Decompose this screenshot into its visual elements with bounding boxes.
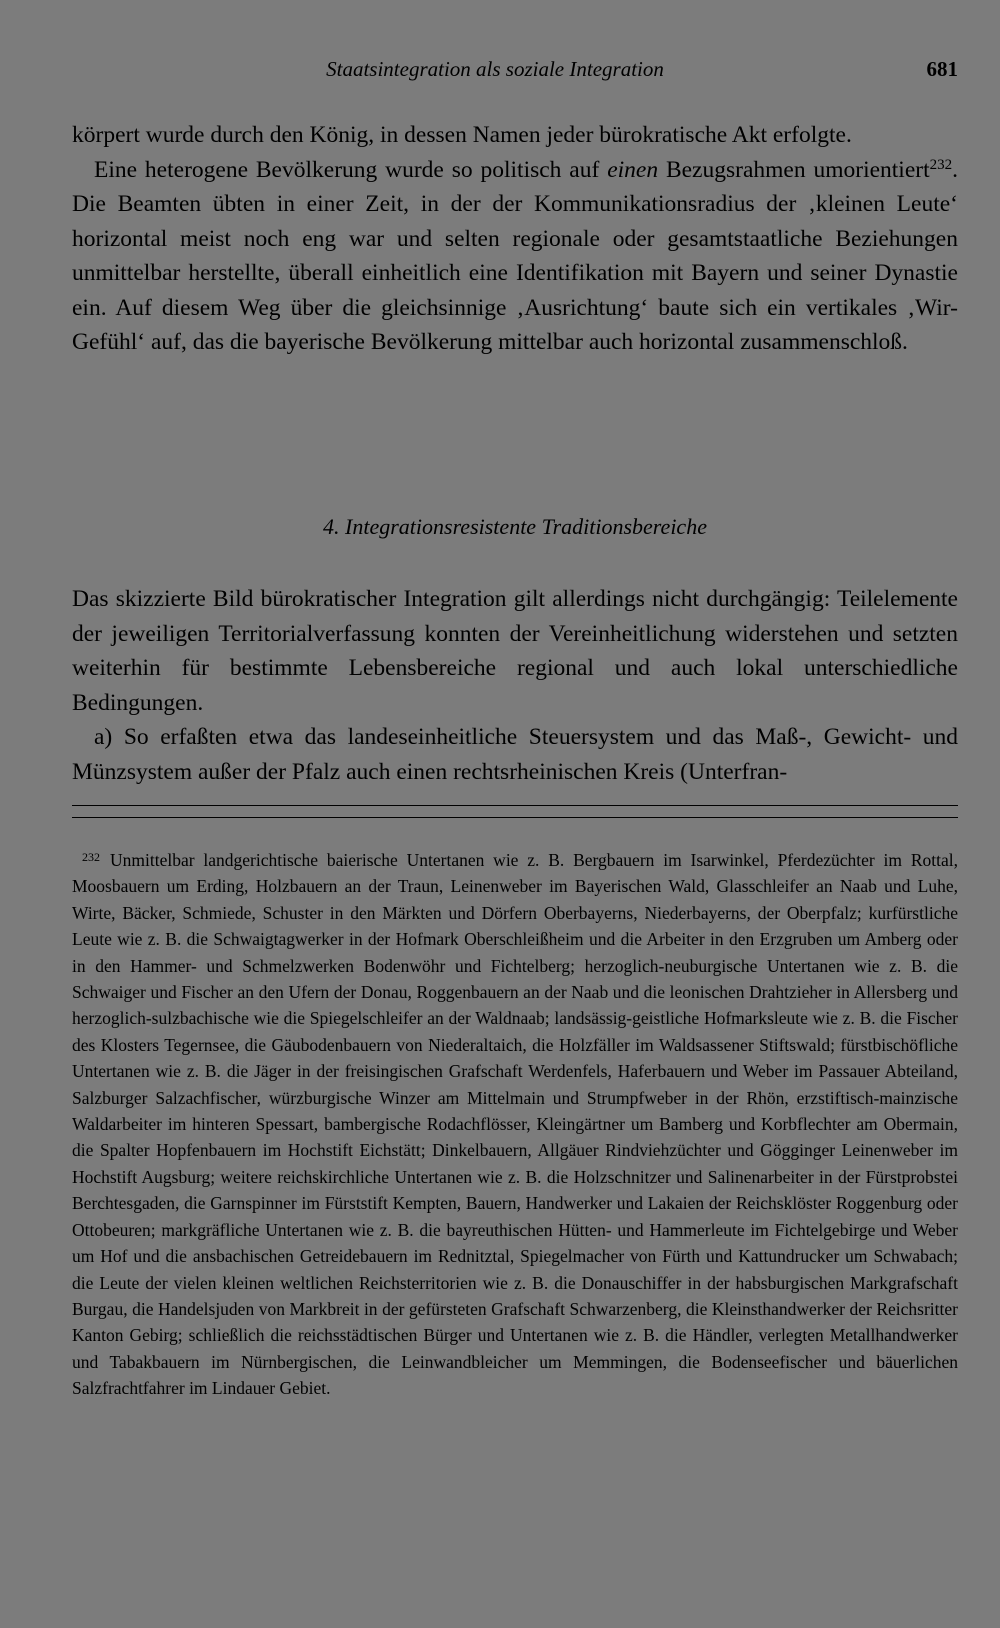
- footnote-reference: 232: [929, 156, 953, 173]
- body-text-continued: [72, 118, 958, 360]
- section-heading: 4. Integrationsresistente Traditionsbereiche: [323, 514, 707, 539]
- footnote-marker: 232: [82, 850, 100, 864]
- footnote: [72, 844, 958, 1402]
- running-head: [72, 52, 958, 86]
- paragraph-continued: körpert wurde durch den König, in dessen Namen jeder bürokratische Akt erfolgte.: [72, 122, 852, 148]
- paragraph-text: . Die Beamten übten in einer Zeit, in der der Kommunikationsradius der ‚kleinen Leute‘ horizontal meist noch eng war und selten regionale oder gesamtstaatliche Beziehungen unmittelbar herstellte, überall einheitlich eine Identifikation mit Bayern und seiner Dynastie ein. Auf diesem Weg über die gleichsinnige ‚Ausrichtung‘ baute sich ein vertikales ‚Wir-Gefühl‘ auf, das die bayerische Bevölkerung mittelbar auch horizontal zusammenschloß.: [72, 156, 958, 355]
- page-number: 681: [926, 57, 958, 81]
- footnote-separator: [72, 805, 958, 806]
- running-title: Staatsintegration als soziale Integration: [326, 57, 664, 81]
- paragraph-reorientation: [72, 153, 958, 360]
- section-body: [72, 582, 958, 789]
- paragraph-text: Eine heterogene Bevölkerung wurde so politisch auf: [94, 156, 608, 183]
- paragraph-intro: Das skizzierte Bild bürokratischer Integration gilt allerdings nicht durchgängig: Teilelemente der jeweiligen Territorialverfassung konnten der Vereinheitlichung widerstehen und setzten weiterhin für bestimmte Lebensbereiche regional und auch lokal unterschiedliche Bedingungen.: [72, 586, 958, 716]
- emphasis-einen: einen: [607, 156, 659, 183]
- paragraph-a: a) So erfaßten etwa das landeseinheitliche Steuersystem und das Maß-, Gewicht- und Münzsystem außer der Pfalz auch einen rechtsrheinischen Kreis (Unterfran-: [72, 724, 958, 785]
- paragraph-text: Bezugsrahmen umorientiert: [658, 156, 930, 183]
- footnote-text: Unmittelbar landgerichtische baierische Untertanen wie z. B. Bergbauern im Isarwinkel, Pferdezüchter im Rottal, Moosbauern um Erding, Holzbauern an der Traun, Leinenweber im Bayerischen Wald, Glasschleifer an Naab und Luhe, Wirte, Bäcker, Schmiede, Schuster in den Märkten und Dörfern Oberbayerns, Niederbayerns, der Oberpfalz; kurfürstliche Leute wie z. B. die Schwaigtagwerker in der Hofmark Oberschleißheim und die Arbeiter in den Erzgruben um Amberg oder in den Hammer- und Schmelzwerken Bodenwöhr und Fichtelberg; herzoglich-neuburgische Untertanen wie z. B. die Schwaiger und Fischer an den Ufern der Donau, Roggenbauern an der Naab und die leonischen Drahtzieher in Allersberg und herzoglich-sulzbachische wie die Spiegelschleifer an der Waldnaab; landsässig-geistliche Hofmarksleute wie z. B. die Fischer des Klosters Tegernsee, die Gäubodenbauern von Niederaltaich, die Holzfäller im Waldsassener Stiftswald; fürstbischöfliche Untertanen wie z. B. die Jäger in der freisingischen Grafschaft Werdenfels, Haferbauern und Weber im Passauer Abteiland, Salzburger Salzachfischer, würzburgische Winzer am Mittelmain und Strumpfweber in der Rhön, erzstiftisch-mainzische Waldarbeiter im hinteren Spessart, bambergische Rodachflösser, Kleingärtner um Bamberg und Korbflechter am Obermain, die Spalter Hopfenbauern im Hochstift Eichstätt; Dinkelbauern, Allgäuer Rindviehzüchter und Gögginger Leinenweber im Hochstift Augsburg; weitere reichskirchliche Untertanen wie z. B. die Holzschnitzer und Salinenarbeiter in der Fürstprobstei Berchtesgaden, die Garnspinner im Fürststift Kempten, Bauern, Handwerker und Lakaien der Reichsklöster Roggenburg oder Ottobeuren; markgräfliche Untertanen wie z. B. die bayreuthischen Hütten- und Hammerleute im Fichtelgebirge und Weber um Hof und die ansbachischen Getreidebauern im Rednitztal, Spiegelmacher von Fürth und Kattundrucker um Schwabach; die Leute der vielen kleinen weltlichen Reichsterritorien wie z. B. die Donauschiffer in der habsburgischen Markgrafschaft Burgau, die Handelsjuden von Markbreit in der gefürsteten Grafschaft Schwarzenberg, die Kleinsthandwerker der Reichsritter Kanton Gebirg; schließlich die reichsstädtischen Bürger und Untertanen wie z. B. die Händler, verlegten Metallhandwerker und Tabakbauern im Nürnbergischen, die Leinwandbleicher um Memmingen, die Bodenseefischer und bäuerlichen Salzfrachtfahrer im Lindauer Gebiet.: [72, 850, 958, 1399]
- footnote-separator-second: [72, 817, 958, 818]
